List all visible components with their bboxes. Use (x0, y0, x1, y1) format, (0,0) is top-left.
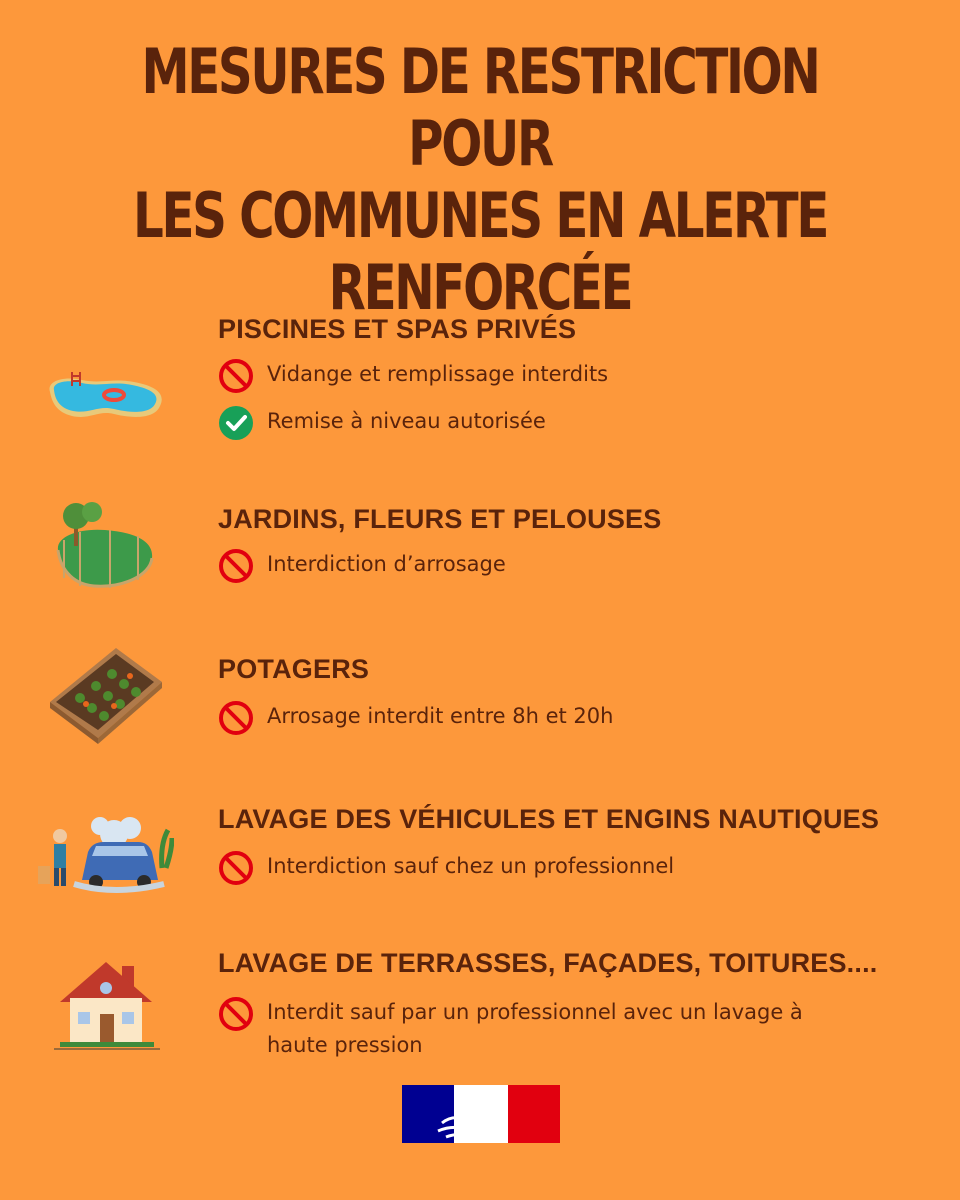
forbidden-icon (218, 996, 254, 1032)
rule-item (218, 850, 847, 886)
rule-item (218, 405, 847, 441)
rule-text: Arrosage interdit entre 8h et 20h (267, 704, 614, 728)
title-line-2: LES COMMUNES EN ALERTE (132, 179, 828, 252)
garden-icon (50, 500, 160, 595)
forbidden-icon (218, 700, 254, 736)
vegetable-bed-icon (46, 646, 166, 746)
section-heading: POTAGERS (218, 654, 370, 684)
rule-item (218, 358, 847, 394)
rule-text: Interdiction d’arrosage (267, 552, 506, 576)
forbidden-icon (218, 358, 254, 394)
title-line-3: RENFORCÉE (328, 251, 632, 324)
section-heading: JARDINS, FLEURS ET PELOUSES (218, 504, 662, 534)
marianne-logo (402, 1085, 560, 1143)
section-heading: LAVAGE DE TERRASSES, FAÇADES, TOITURES.... (218, 948, 878, 978)
rule-item (218, 996, 847, 1062)
forbidden-icon (218, 850, 254, 886)
rule-text: Interdit sauf par un professionnel avec un lavage à haute pression (267, 1000, 803, 1057)
rule-item (218, 700, 847, 736)
car-wash-icon (34, 804, 174, 899)
page-title (106, 36, 855, 324)
section-heading: LAVAGE DES VÉHICULES ET ENGINS NAUTIQUES (218, 804, 880, 834)
rule-text: Interdiction sauf chez un professionnel (267, 854, 675, 878)
rule-item (218, 548, 847, 584)
title-line-1: MESURES DE RESTRICTION POUR (141, 35, 819, 180)
swimming-pool-icon (42, 340, 172, 440)
rule-text: Vidange et remplissage interdits (267, 362, 609, 386)
check-icon (218, 405, 254, 441)
forbidden-icon (218, 548, 254, 584)
house-icon (52, 956, 162, 1056)
section-heading: PISCINES ET SPAS PRIVÉS (218, 314, 577, 344)
rule-text: Remise à niveau autorisée (267, 409, 546, 433)
